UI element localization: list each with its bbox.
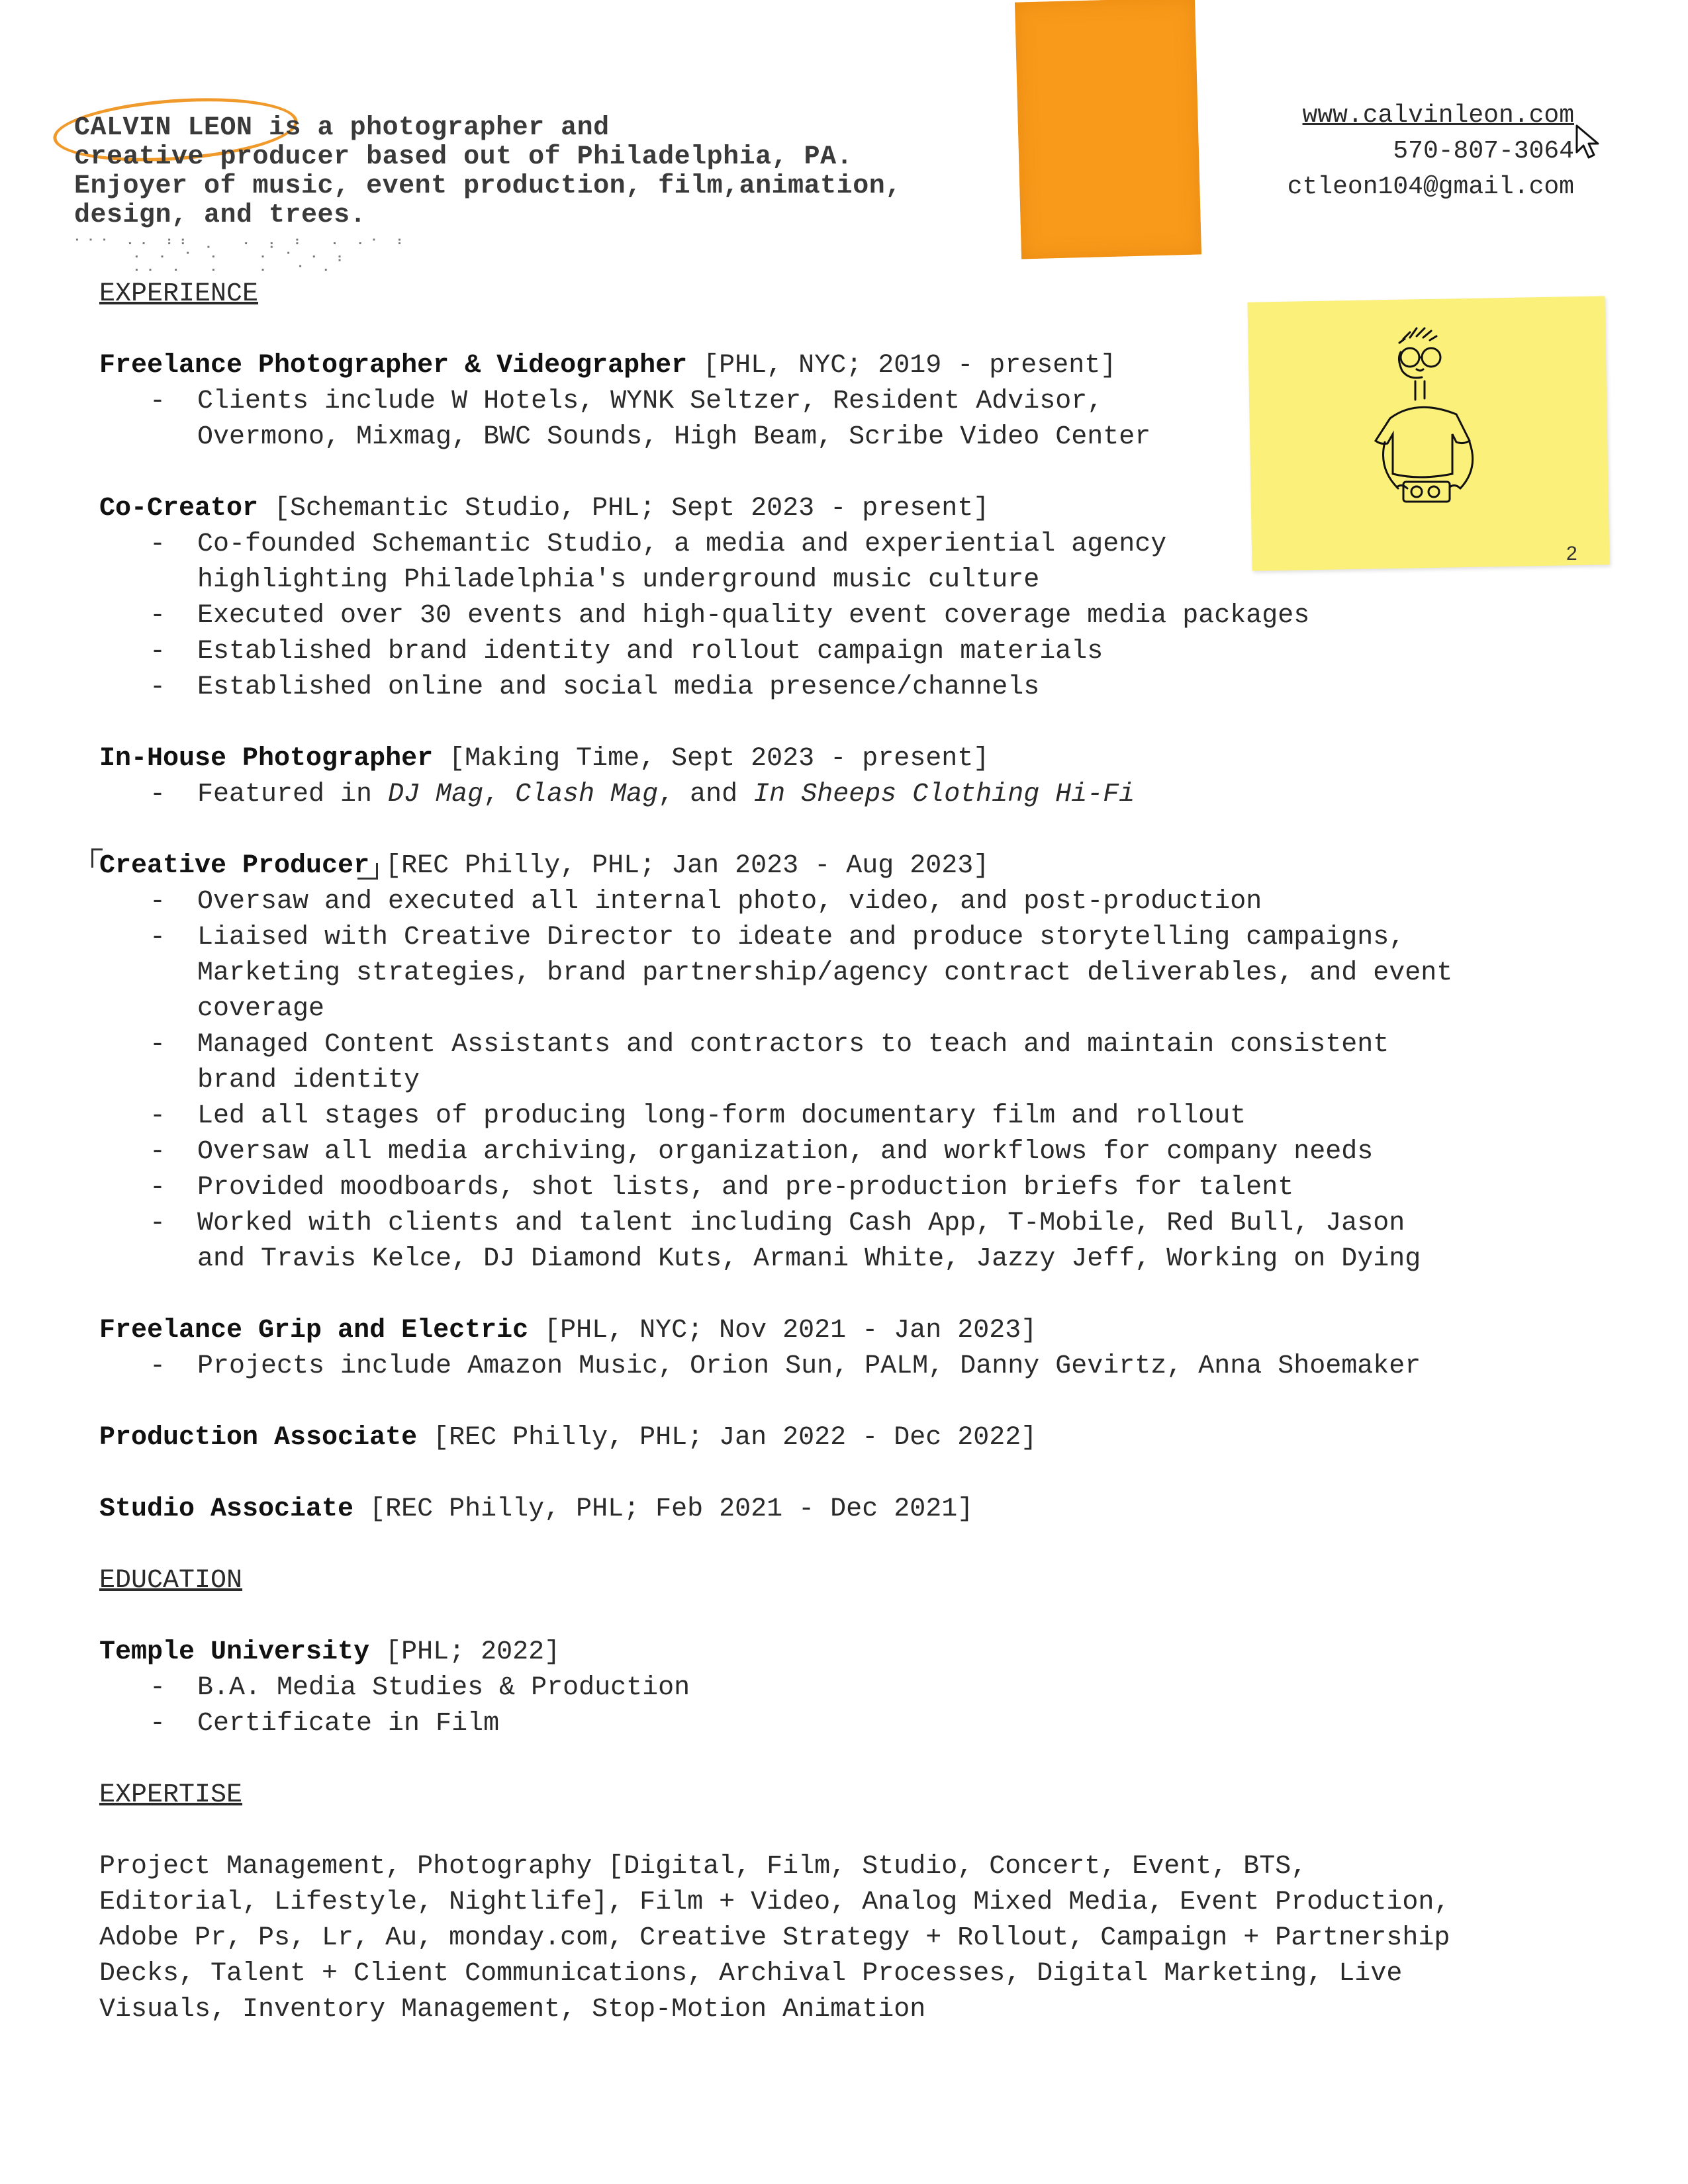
bullet-dash: - <box>150 1709 166 1739</box>
spacer <box>99 1385 1589 1420</box>
bullet-dash: - <box>150 1030 166 1060</box>
spacer <box>99 312 1589 348</box>
job-heading <box>99 1492 1589 1527</box>
bullet-item <box>99 1670 1589 1706</box>
bullet-item <box>99 1349 1589 1385</box>
contact-info <box>1288 98 1574 205</box>
bullet-item <box>99 920 1589 1027</box>
spacer <box>99 1599 1589 1635</box>
intro-line: CALVIN LEON is a photographer and <box>74 113 610 143</box>
resume-body <box>99 277 1589 2028</box>
job-details: [Making Time, Sept 2023 - present] <box>433 744 990 774</box>
spacer <box>99 813 1589 848</box>
job-details: [REC Philly, PHL; Jan 2022 - Dec 2022] <box>417 1423 1037 1453</box>
email-address[interactable]: ctleon104@gmail.com <box>1287 173 1574 201</box>
job-role: In-House Photographer <box>99 744 434 774</box>
bullet-text: B.A. Media Studies & Production <box>197 1673 690 1703</box>
job-heading <box>99 1420 1589 1456</box>
bullet-item <box>99 1099 1589 1134</box>
section-title-experience: EXPERIENCE <box>99 279 259 309</box>
school-name: Temple University <box>99 1637 370 1667</box>
bullet-dash: - <box>150 1173 166 1203</box>
website-link[interactable]: www.calvinleon.com <box>1302 101 1574 130</box>
bullet-text: Clients include W Hotels, WYNK Seltzer, Resident Advisor, Overmono, Mixmag, BWC Sounds, High Beam, Scribe Video Center <box>197 387 1151 452</box>
bullet-dash: - <box>150 672 166 702</box>
phone-number: 570-807-3064 <box>1393 137 1574 165</box>
bullet-item <box>99 884 1589 920</box>
bullet-dash: - <box>150 387 166 416</box>
job-heading <box>99 491 1589 527</box>
spacer <box>99 455 1589 491</box>
bullet-dash: - <box>150 637 166 666</box>
intro-line: design, and trees. <box>74 201 367 230</box>
publication-name: Clash Mag <box>515 780 659 809</box>
bullet-text: Oversaw and executed all internal photo, video, and post-production <box>197 887 1262 917</box>
bullet-dash: - <box>150 1208 166 1238</box>
bullet-dash: - <box>150 887 166 917</box>
bullet-item <box>99 1027 1589 1099</box>
job-role: Freelance Grip and Electric <box>99 1316 529 1345</box>
bullet-item <box>99 598 1589 634</box>
bullet-text: Established online and social media presence/channels <box>197 672 1040 702</box>
job-role: Freelance Photographer & Videographer <box>99 351 688 381</box>
spacer <box>99 1813 1589 1849</box>
bullet-text: Oversaw all media archiving, organization, and workflows for company needs <box>197 1137 1374 1167</box>
bullet-text: Liaised with Creative Director to ideate and produce storytelling campaigns, Marketing strategies, brand partnership/agency contract deliverables, and event coverage <box>197 923 1453 1024</box>
job-heading <box>99 348 1589 384</box>
spacer <box>99 1742 1589 1778</box>
job-heading <box>99 848 1589 884</box>
job-details: [PHL, NYC; Nov 2021 - Jan 2023] <box>528 1316 1037 1345</box>
intro-line: creative producer based out of Philadelphia, PA. <box>74 142 853 172</box>
spacer <box>99 1527 1589 1563</box>
bullet-dash: - <box>150 1101 166 1131</box>
bullet-item <box>99 777 1589 813</box>
section-title-education: EDUCATION <box>99 1566 243 1596</box>
expertise-text: Project Management, Photography [Digital, Film, Studio, Concert, Event, BTS, Editorial, Lifestyle, Nightlife], Film + Video, Analog Mixed Media, Event Production, Adobe Pr, Ps, Lr, Au, monday.com, Creative Strategy + Rollout, Campaign + Partnership Decks, Talent + Client Communications, Archival Processes, Digital Marketing, Live Visuals, Inventory Management, Stop-Motion Animation <box>99 1852 1450 2025</box>
bullet-text: Featured in DJ Mag, Clash Mag, and In Sheeps Clothing Hi-Fi <box>197 780 1135 809</box>
bullet-text: Co-founded Schemantic Studio, a media and experiential agency highlighting Philadelphia's underground music culture <box>197 529 1167 595</box>
bullet-item <box>99 1134 1589 1170</box>
job-role: Co-Creator <box>99 494 259 523</box>
bullet-dash: - <box>150 1673 166 1703</box>
publication-name: DJ Mag <box>388 780 484 809</box>
bullet-dash: - <box>150 1351 166 1381</box>
section-title-expertise: EXPERTISE <box>99 1780 243 1810</box>
corner-mark <box>91 848 103 868</box>
orange-tape <box>1015 0 1201 259</box>
bullet-text: Certificate in Film <box>197 1709 500 1739</box>
page-number: 2 <box>1566 543 1577 565</box>
intro-line: Enjoyer of music, event production, film,animation, <box>74 171 902 201</box>
bullet-dash: - <box>150 529 166 559</box>
corner-mark <box>357 863 378 880</box>
bullet-text: Established brand identity and rollout campaign materials <box>197 637 1103 666</box>
bullet-text: Provided moodboards, shot lists, and pre-production briefs for talent <box>197 1173 1294 1203</box>
decorative-braille-dots: ⠁⠁⠁ ⠂⠂ ⠃⠃ ⠄ ⠂ ⠆ ⠃ ⠂ ⠂⠁ ⠃ ⠂ ⠂ ⠁ ⠂ ⠂ ⠁ ⠂ ⠆ ⠂⠂ ⠂ ⠂ ⠂ ⠁ ⠂ <box>74 238 410 280</box>
job-role: Studio Associate <box>99 1494 354 1524</box>
bullet-item <box>99 634 1589 670</box>
bullet-item <box>99 1706 1589 1742</box>
bullet-text: Projects include Amazon Music, Orion Sun, PALM, Danny Gevirtz, Anna Shoemaker <box>197 1351 1421 1381</box>
bullet-item <box>99 670 1589 705</box>
job-details: [PHL, NYC; 2019 - present] <box>687 351 1117 381</box>
education-heading <box>99 1635 1589 1670</box>
job-details: [REC Philly, PHL; Feb 2021 - Dec 2021] <box>353 1494 974 1524</box>
job-heading <box>99 1313 1589 1349</box>
spacer <box>99 1456 1589 1492</box>
job-role: Production Associate <box>99 1423 418 1453</box>
job-heading <box>99 741 1589 777</box>
bullet-text: Led all stages of producing long-form documentary film and rollout <box>197 1101 1246 1131</box>
bullet-item <box>99 527 1589 598</box>
bullet-item <box>99 1170 1589 1206</box>
job-details: [REC Philly, PHL; Jan 2023 - Aug 2023] <box>369 851 990 881</box>
publication-name: In Sheeps Clothing Hi-Fi <box>753 780 1135 809</box>
school-details: [PHL; 2022] <box>369 1637 561 1667</box>
bullet-dash: - <box>150 601 166 631</box>
spacer <box>99 705 1589 741</box>
job-role: Creative Producer <box>99 851 370 881</box>
bullet-dash: - <box>150 923 166 952</box>
intro-blurb <box>74 114 1001 230</box>
bullet-dash: - <box>150 780 166 809</box>
spacer <box>99 1277 1589 1313</box>
bullet-item <box>99 1206 1589 1277</box>
bullet-text: Worked with clients and talent including Cash App, T-Mobile, Red Bull, Jason and Travis Kelce, DJ Diamond Kuts, Armani White, Jazzy Jeff, Working on Dying <box>197 1208 1421 1274</box>
bullet-text: Executed over 30 events and high-quality event coverage media packages <box>197 601 1310 631</box>
bullet-item <box>99 384 1589 455</box>
bullet-text: Managed Content Assistants and contractors to teach and maintain consistent brand identity <box>197 1030 1389 1095</box>
bullet-dash: - <box>150 1137 166 1167</box>
mouse-pointer-icon <box>1574 123 1601 160</box>
job-details: [Schemantic Studio, PHL; Sept 2023 - present] <box>258 494 990 523</box>
